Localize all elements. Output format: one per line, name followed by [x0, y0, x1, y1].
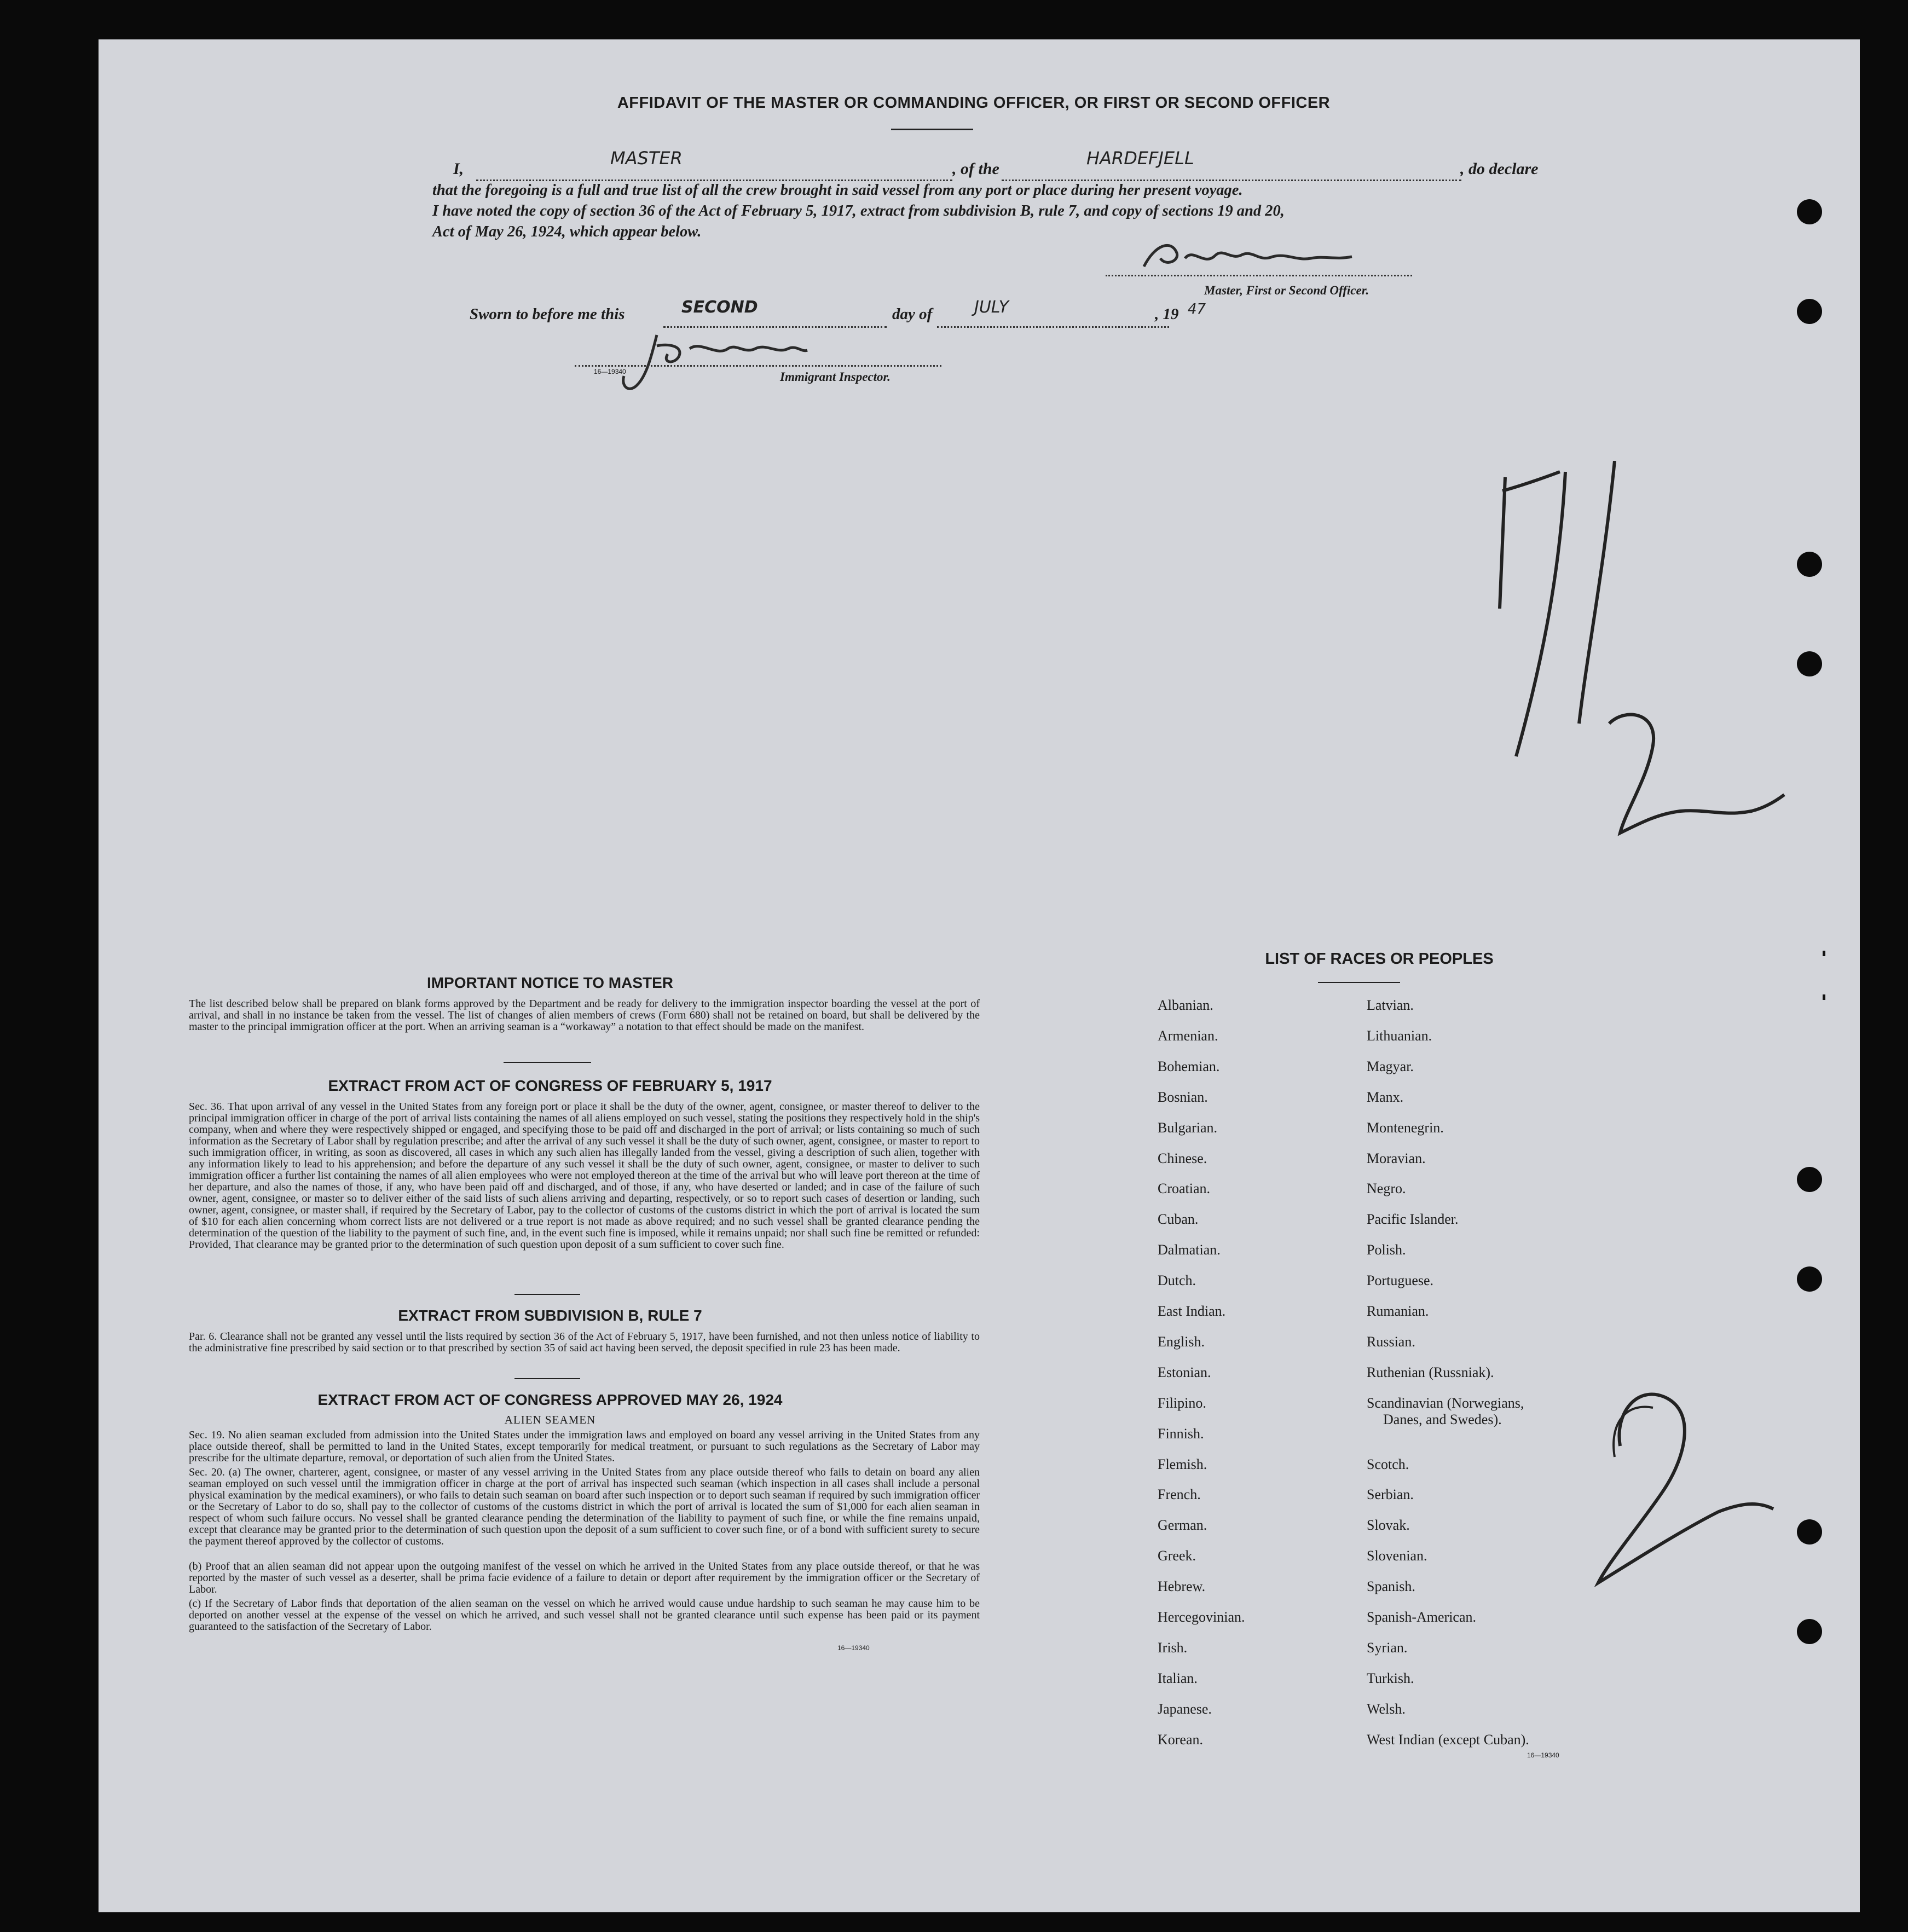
race-item: Welsh.	[1367, 1700, 1406, 1717]
name-handwritten: MASTER	[610, 148, 683, 169]
document-page	[99, 39, 1860, 1912]
race-item: Flemish.	[1158, 1456, 1207, 1472]
sec20a-body: Sec. 20. (a) The owner, charterer, agent, consignee, or master of any vessel arriving in the United States from any place outside thereof who fails to detain on board any alien seaman employed on such vessel until the immigration officer in charge at the port of arrival has inspected such seaman (which inspection in all cases shall include a personal physical examination by the medical examiners), or who fails to detain such seaman on board after such inspection or to deport such seaman if required by such immigration officer or the Secretary of Labor to do so, shall pay to the collector of customs of the customs district in which the port of arrival is located the sum of $1,000 for each alien seaman in respect of whom such failure occurs. No vessel shall be granted clearance pending the determination of the liability to payment of such fine, or while the fine remains unpaid, except that clearance may be granted prior to the determination of such question upon the deposit of a sum sufficient to cover such fine, or of a bond with sufficient surety to secure the payment thereof approved by the collector of customs.	[189, 1466, 980, 1547]
binder-hole	[1797, 1519, 1822, 1545]
do-declare-text: , do declare	[1460, 160, 1539, 178]
rule7-rule	[514, 1378, 580, 1379]
race-item: Portuguese.	[1367, 1272, 1434, 1289]
race-item: Croatian.	[1158, 1181, 1211, 1197]
race-item: West Indian (except Cuban).	[1367, 1731, 1529, 1748]
binder-hole	[1797, 199, 1822, 224]
race-item: Pacific Islander.	[1367, 1211, 1459, 1228]
race-item: Rumanian.	[1367, 1303, 1429, 1319]
race-item: Spanish.	[1367, 1578, 1415, 1595]
race-item: East Indian.	[1158, 1303, 1226, 1319]
vessel-handwritten: HARDEFJELL	[1086, 148, 1194, 169]
affidavit-title: AFFIDAVIT OF THE MASTER OR COMMANDING OFFICER, OR FIRST OR SECOND OFFICER	[617, 94, 1331, 112]
race-item: Latvian.	[1367, 997, 1414, 1013]
binder-hole	[1797, 1266, 1822, 1292]
race-item: Slovenian.	[1367, 1548, 1427, 1564]
race-item: Danes, and Swedes).	[1383, 1412, 1502, 1428]
race-item: Filipino.	[1158, 1395, 1206, 1411]
race-item: Lithuanian.	[1367, 1027, 1432, 1044]
master-caption: Master, First or Second Officer.	[1204, 284, 1369, 297]
race-item: Hebrew.	[1158, 1578, 1206, 1595]
races-title-rule	[1318, 982, 1400, 983]
races-title: LIST OF RACES OR PEOPLES	[1265, 950, 1494, 968]
edge-mark	[1823, 951, 1825, 956]
race-item: Dutch.	[1158, 1272, 1196, 1289]
affidavit-pronoun: I,	[453, 160, 464, 178]
day-of-text: day of	[892, 305, 933, 323]
handwritten-side-mark	[1576, 1364, 1806, 1605]
extract-1924-subtitle: ALIEN SEAMEN	[504, 1413, 596, 1426]
race-item: Estonian.	[1158, 1364, 1211, 1380]
race-item: Russian.	[1367, 1333, 1415, 1350]
inspector-caption: Immigrant Inspector.	[780, 370, 891, 384]
race-item: French.	[1158, 1486, 1201, 1503]
sworn-prefix: Sworn to before me this	[470, 305, 625, 323]
notice-title: IMPORTANT NOTICE TO MASTER	[426, 974, 674, 991]
race-item: Greek.	[1158, 1548, 1196, 1564]
name-line	[476, 166, 952, 181]
race-item: Bosnian.	[1158, 1089, 1208, 1105]
sec20c-body: (c) If the Secretary of Labor finds that deportation of the alien seaman on the vessel on which he arrived would cause undue hardship to such seaman he may cause him to be deported on another vessel at the expense of the vessel on which he arrived, and such vessel shall not be granted clearance until such expense has been paid or its payment guaranteed to the satisfaction of the Secretary of Labor.	[189, 1598, 980, 1633]
affidavit-line-3: I have noted the copy of section 36 of the Act of February 5, 1917, extract from subdivision B, rule 7, and copy of sections 19 and 20,	[432, 203, 1285, 219]
race-item: Bulgarian.	[1158, 1119, 1218, 1136]
race-item: Albanian.	[1158, 997, 1213, 1013]
race-item: Polish.	[1367, 1242, 1406, 1258]
of-the-text: , of the	[952, 160, 999, 178]
vessel-line	[1002, 166, 1461, 181]
race-item: Dalmatian.	[1158, 1242, 1221, 1258]
race-item: Montenegrin.	[1367, 1119, 1444, 1136]
race-item: Korean.	[1158, 1731, 1204, 1748]
binder-hole	[1797, 1619, 1822, 1644]
race-item: Manx.	[1367, 1089, 1404, 1105]
rule7-title: EXTRACT FROM SUBDIVISION B, RULE 7	[398, 1307, 702, 1324]
race-item: Turkish.	[1367, 1670, 1414, 1686]
race-item: Cuban.	[1158, 1211, 1199, 1228]
races-form-number: 16—19340	[1527, 1751, 1559, 1759]
race-item: Serbian.	[1367, 1486, 1414, 1503]
race-item: Bohemian.	[1158, 1058, 1220, 1074]
race-item: Ruthenian (Russniak).	[1367, 1364, 1494, 1380]
extract-1917-body: Sec. 36. That upon arrival of any vessel in the United States from any foreign port or place it shall be the duty of the owner, agent, consignee, or master thereof to deliver to the principal immigration officer in charge of the port of arrival lists containing the names of all aliens employed on such vessel, stating the positions they respectively hold in the ship's company, when and where they were respectively shipped or engaged, and specifying those to be paid off and discharged in the port of arrival; or lists containing so much of such information as the Secretary of Labor shall by regulation prescribe; and after the arrival of any such vessel it shall be the duty of such owner, agent, consignee, or master to report to such immigration officer, in writing, as soon as discovered, all cases in which any such alien has illegally landed from the vessel, giving a description of such alien, together with any information likely to lead to his apprehension; and before the departure of any such vessel it shall be the duty of such owner, agent, consignee, or master to deliver to such immigration officer a further list containing the names of all alien employees who were not employed thereon at the time of the arrival but who will leave port thereon at the time of her departure, and also the names of those, if any, who have been paid off and discharged, and of those, if any, who have deserted or landed; and in case of the failure of such owner, agent, consignee, or master so to deliver either of the said lists of such aliens arriving and departing, respectively, or so to report such cases of desertion or landing, such owner, agent, consignee, or master shall, if required by the Secretary of Labor, pay to the collector of customs of the customs district in which the port of arrival is located the sum of $10 for each alien concerning whom correct lists are not delivered or a true report is not made as above required; and no such vessel shall be granted clearance pending the determination of the question of the liability to the payment of such fine, and, in the event such fine is imposed, while it remains unpaid; nor shall such fine be remitted or refunded: Provided, That clearance may be granted prior to the determination of such question upon deposit of a sum sufficient to cover such fine.	[189, 1101, 980, 1251]
sec20b-body: (b) Proof that an alien seaman did not appear upon the outgoing manifest of the vessel on which he arrived in the United States from any place outside thereof, or that he was reported by the master of such vessel as a deserter, shall be prima facie evidence of a failure to detain or deport after requirement by the immigration officer or the Secretary of Labor.	[189, 1560, 980, 1595]
sec19-body: Sec. 19. No alien seaman excluded from admission into the United States under the immigration laws and employed on board any vessel arriving in the United States from any place outside thereof, shall be permitted to land in the United States, except temporarily for medical treatment, or pursuant to such regulations as the Secretary of Labor may prescribe for the ultimate departure, removal, or deportation of such alien from the United States.	[189, 1429, 980, 1464]
extract-form-number: 16—19340	[837, 1644, 870, 1652]
binder-hole	[1797, 552, 1822, 577]
race-item: Armenian.	[1158, 1027, 1218, 1044]
race-item: Scandinavian (Norwegians,	[1367, 1395, 1524, 1411]
race-item: Magyar.	[1367, 1058, 1414, 1074]
extract-1917-rule	[514, 1294, 580, 1295]
inspector-signature-line	[575, 360, 941, 367]
month-handwritten: JULY	[974, 298, 1009, 317]
race-item: Negro.	[1367, 1181, 1406, 1197]
race-item: Hercegovinian.	[1158, 1609, 1245, 1625]
sworn-day-handwritten: SECOND	[681, 298, 758, 317]
affidavit-form-number: 16—19340	[594, 368, 626, 375]
affidavit-line-4: Act of May 26, 1924, which appear below.	[432, 223, 702, 240]
master-signature-line	[1106, 269, 1412, 276]
binder-hole	[1797, 651, 1822, 676]
extract-1917-title: EXTRACT FROM ACT OF CONGRESS OF FEBRUARY 5, 1917	[328, 1077, 772, 1094]
race-item: Scotch.	[1367, 1456, 1409, 1472]
notice-rule	[504, 1062, 591, 1063]
race-item: Chinese.	[1158, 1150, 1207, 1166]
binder-hole	[1797, 299, 1822, 324]
notice-body: The list described below shall be prepared on blank forms approved by the Department and be ready for delivery to the immigration inspector boarding the vessel at the port of arrival, and shall in no instance be taken from the vessel. The list of changes of alien members of crews (Form 680) shall not be retained on board, but shall be delivered by the master to the principal immigration officer at the port. When an arriving seaman is a “workaway” a notation to that effect should be made on the manifest.	[189, 998, 980, 1033]
affidavit-line-2: that the foregoing is a full and true list of all the crew brought in said vessel from any port or place during her present voyage.	[432, 182, 1243, 199]
race-item: Spanish-American.	[1367, 1609, 1477, 1625]
year-handwritten: 47	[1188, 301, 1206, 317]
title-rule	[891, 129, 973, 130]
race-item: Moravian.	[1367, 1150, 1426, 1166]
race-item: Finnish.	[1158, 1425, 1204, 1442]
year-prefix: , 19	[1155, 305, 1179, 323]
edge-mark	[1823, 994, 1825, 1000]
race-item: Slovak.	[1367, 1517, 1410, 1534]
race-item: English.	[1158, 1333, 1205, 1350]
race-item: Japanese.	[1158, 1700, 1212, 1717]
race-item: Irish.	[1158, 1639, 1188, 1656]
extract-1924-title: EXTRACT FROM ACT OF CONGRESS APPROVED MAY 26, 1924	[317, 1391, 783, 1408]
race-item: German.	[1158, 1517, 1207, 1534]
binder-hole	[1797, 1167, 1822, 1192]
month-line	[937, 313, 1169, 328]
handwritten-fraction-annotation	[1478, 461, 1817, 855]
rule7-body: Par. 6. Clearance shall not be granted any vessel until the lists required by section 36 of the Act of February 5, 1917, have been furnished, and not then unless notice of liability to the administrative fine prescribed by said section or to that prescribed by section 35 of said act having been served, the deposit specified in rule 23 has been made.	[189, 1331, 980, 1354]
race-item: Italian.	[1158, 1670, 1198, 1686]
race-item: Syrian.	[1367, 1639, 1408, 1656]
